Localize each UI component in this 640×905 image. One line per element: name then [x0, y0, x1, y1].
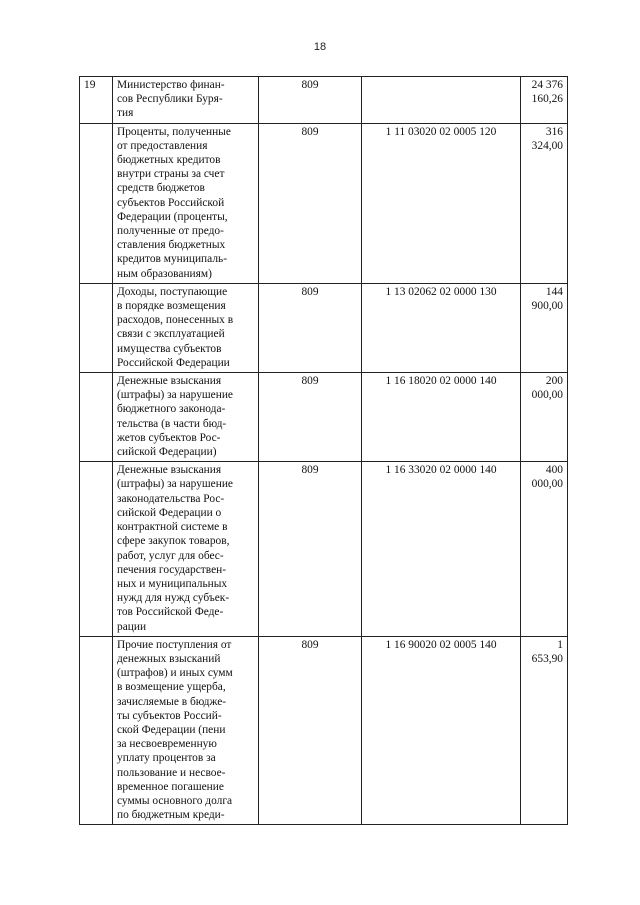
revenue-name-line: в порядке возмещения [117, 300, 226, 313]
revenue-name-line: ставления бюджетных [117, 239, 226, 252]
budget-classification-code-cell: 1 16 18020 02 0000 140 [362, 373, 521, 462]
revenue-name-line: средств бюджетов [117, 182, 205, 195]
budget-revenue-table [79, 76, 568, 825]
amount-cell [521, 373, 568, 462]
revenue-name-line: в возмещение ущерба, [117, 681, 226, 694]
row-number-cell [80, 123, 113, 283]
table-row [80, 636, 568, 825]
revenue-name-line: ным образованиям) [117, 267, 212, 280]
revenue-name-line: законодательства Рос- [117, 492, 225, 505]
budget-classification-code-cell: 1 13 02062 02 0000 130 [362, 283, 521, 372]
amount-cell [521, 123, 568, 283]
revenue-name-line: Доходы, поступающие [117, 285, 228, 298]
revenue-name-line: Денежные взыскания [117, 464, 222, 477]
revenue-name-line: субъектов Российской [117, 196, 225, 209]
revenue-name-line: тов Российской Феде- [117, 606, 224, 619]
admin-code-cell: 809 [259, 373, 362, 462]
revenue-name-line: суммы основного долга [117, 794, 233, 807]
amount-line: 000,00 [531, 389, 563, 402]
budget-classification-code-cell: 1 16 33020 02 0000 140 [362, 462, 521, 636]
revenue-name-line: (штрафы) за нарушение [117, 478, 233, 491]
amount-line: 24 376 [531, 79, 563, 91]
revenue-name-line: жетов субъектов Рос- [117, 431, 221, 444]
revenue-name-cell [113, 123, 259, 283]
row-number-cell [80, 373, 113, 462]
table-row [80, 283, 568, 372]
revenue-name-line: сфере закупок товаров, [117, 535, 230, 548]
revenue-name-line: имущества субъектов [117, 342, 222, 355]
table-row [80, 77, 568, 124]
amount-cell [521, 283, 568, 372]
row-number-cell [80, 462, 113, 636]
revenue-name-line: сов Республики Буря- [117, 93, 223, 106]
amount-cell [521, 636, 568, 825]
amount-line: 900,00 [531, 300, 563, 313]
revenue-name-line: (штрафов) и иных сумм [117, 667, 233, 680]
table-row [80, 373, 568, 462]
revenue-name-cell [113, 373, 259, 462]
revenue-name-line: расходов, понесенных в [117, 314, 234, 327]
revenue-name-cell [113, 462, 259, 636]
revenue-name-line: бюджетных кредитов [117, 154, 221, 167]
revenue-name-line: тия [117, 107, 134, 120]
revenue-name-line: Проценты, полученные [117, 125, 231, 138]
revenue-name-cell [113, 636, 259, 825]
revenue-name-line: ты субъектов Россий- [117, 709, 222, 722]
revenue-name-line: Федерации (проценты, [117, 210, 228, 223]
revenue-name-line: ской Федерации (пени [117, 723, 226, 736]
revenue-name-line: кредитов муниципаль- [117, 253, 227, 266]
amount-line: 400 [545, 464, 563, 477]
revenue-name-line: тельства (в части бюд- [117, 417, 227, 430]
revenue-name-line: контрактной системе в [117, 521, 228, 534]
amount-cell [521, 77, 568, 124]
row-number-cell [80, 636, 113, 825]
revenue-name-line: печения государствен- [117, 563, 227, 576]
admin-code-cell: 809 [259, 636, 362, 825]
revenue-name-line: нужд для нужд субъек- [117, 592, 230, 605]
revenue-name-line: рации [117, 620, 147, 633]
revenue-name-line: за несвоевременную [117, 738, 217, 751]
revenue-name-line: Прочие поступления от [117, 638, 232, 651]
admin-code-cell: 809 [259, 77, 362, 124]
budget-classification-code-cell [362, 77, 521, 124]
page-number: 18 [313, 41, 327, 53]
revenue-name-line: по бюджетным креди- [117, 809, 225, 822]
revenue-name-line: уплату процентов за [117, 752, 216, 765]
admin-code-cell: 809 [259, 283, 362, 372]
amount-cell [521, 462, 568, 636]
revenue-name-line: (штрафы) за нарушение [117, 389, 233, 402]
revenue-name-line: зачисляемые в бюдже- [117, 695, 227, 708]
revenue-name-line: сийской Федерации о [117, 506, 222, 519]
revenue-name-cell [113, 77, 259, 124]
budget-classification-code-cell: 1 16 90020 02 0005 140 [362, 636, 521, 825]
amount-line: 1 653,90 [531, 638, 563, 665]
revenue-name-line: пользование и несвое- [117, 766, 226, 779]
revenue-name-line: полученные от предо- [117, 225, 224, 238]
revenue-name-line: Российской Федерации [117, 356, 230, 369]
revenue-name-line: бюджетного законода- [117, 403, 226, 416]
budget-classification-code-cell: 1 11 03020 02 0005 120 [362, 123, 521, 283]
table-row [80, 462, 568, 636]
amount-line: 160,26 [531, 93, 563, 106]
table-body [80, 77, 568, 825]
revenue-name-line: денежных взысканий [117, 652, 221, 665]
revenue-name-line: внутри страны за счет [117, 168, 225, 181]
revenue-name-line: временное погашение [117, 780, 224, 793]
revenue-name-line: Денежные взыскания [117, 375, 222, 388]
admin-code-cell: 809 [259, 462, 362, 636]
row-number-cell [80, 283, 113, 372]
revenue-name-cell [113, 283, 259, 372]
admin-code-cell: 809 [259, 123, 362, 283]
revenue-name-line: работ, услуг для обес- [117, 549, 224, 562]
revenue-name-line: Министерство финан- [117, 79, 225, 91]
amount-line: 316 [545, 125, 563, 138]
row-number-cell: 19 [80, 77, 113, 124]
revenue-name-line: связи с эксплуатацией [117, 328, 225, 341]
table-row [80, 123, 568, 283]
revenue-name-line: ных и муниципальных [117, 577, 228, 590]
amount-line: 324,00 [531, 139, 563, 152]
revenue-name-line: от предоставления [117, 139, 208, 152]
amount-line: 144 [545, 285, 563, 298]
revenue-name-line: сийской Федерации) [117, 446, 217, 459]
amount-line: 000,00 [531, 478, 563, 491]
amount-line: 200 [545, 375, 563, 388]
